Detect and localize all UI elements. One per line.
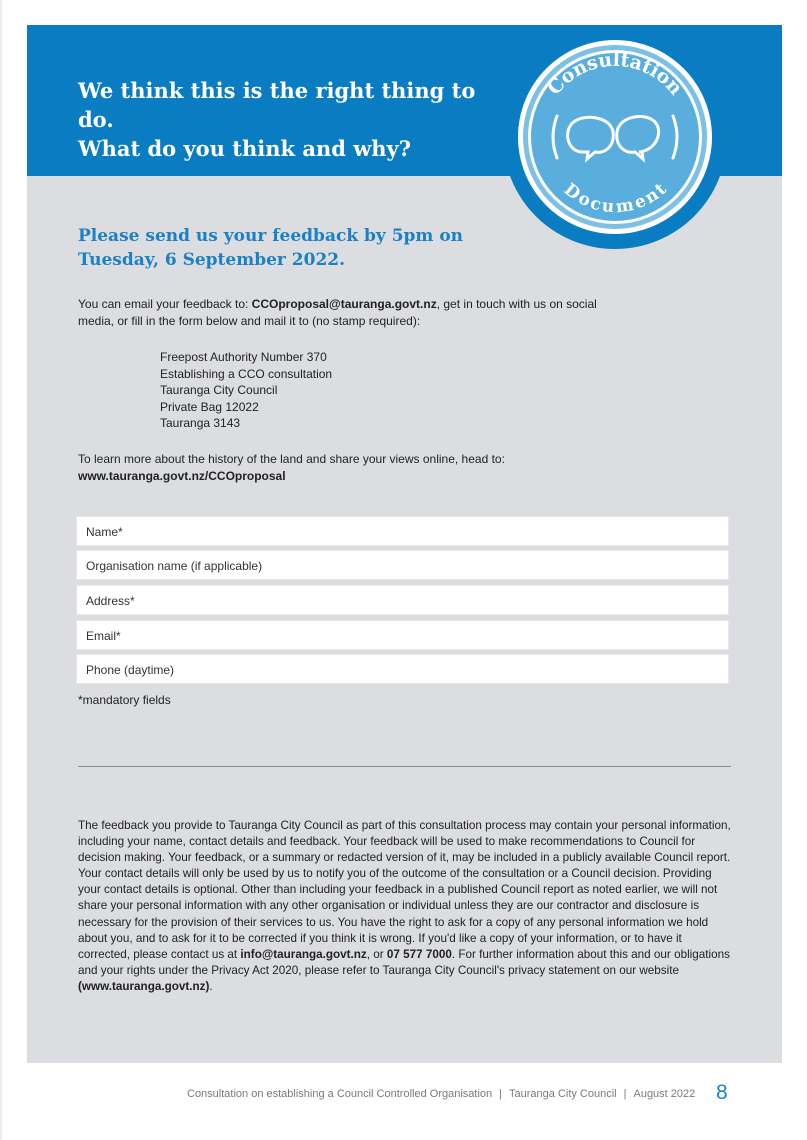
privacy-text-1: The feedback you provide to Tauranga City Council as part of this consultation process may contain your personal information, including your name, contact details and feedback. Your feedback will be used to make recommendations to Council for decision making. Your feedback, or a summary or redacted version of it, may be included in a publicly available Council report. Your contact details will only be used by us to notify you of the outcome of the consultation or a Council decision. Providing your contact details is optional. Other than including your feedback in a published Council report as noted earlier, we will not share your personal information with any other organisation or individual unless they are our contractor and disclosure is necessary for the provision of their services to us. You have the right to ask for a copy of any personal information we hold about you, and to ask for it to be corrected if you think it is wrong. If you'd like a copy of your information, or to have it corrected, please contact us at	[78, 819, 731, 961]
privacy-phone: 07 577 7000	[386, 947, 452, 961]
mandatory-fields-note: *mandatory fields	[78, 693, 171, 707]
phone-field[interactable]	[76, 654, 729, 684]
postal-address	[160, 349, 332, 432]
learn-more-paragraph	[78, 451, 638, 484]
headline-line-1: We think this is the right thing to do.	[78, 78, 476, 132]
footer-date: August 2022	[633, 1088, 696, 1100]
address-line: Freepost Authority Number 370	[160, 350, 327, 364]
address-line: Tauranga 3143	[160, 416, 241, 430]
badge-bottom-text: Document	[560, 179, 671, 218]
footer-org: Tauranga City Council	[509, 1088, 617, 1100]
phone-field-label: Phone (daytime)	[86, 663, 175, 677]
organisation-field-label: Organisation name (if applicable)	[86, 559, 263, 573]
footer-separator: |	[499, 1088, 502, 1100]
address-line: Private Bag 12022	[160, 399, 259, 414]
deadline-line-2: Tuesday, 6 September 2022.	[78, 250, 346, 270]
address-field-label: Address*	[86, 594, 135, 608]
address-line: Tauranga City Council	[160, 383, 278, 397]
badge-top-text: Consultation	[543, 48, 687, 100]
feedback-deadline	[78, 224, 498, 272]
privacy-email-link[interactable]: info@tauranga.govt.nz	[240, 947, 367, 961]
privacy-text-2: , or	[366, 947, 387, 961]
email-field[interactable]	[76, 620, 729, 650]
name-field-label: Name*	[86, 525, 123, 539]
address-field[interactable]	[76, 585, 729, 615]
intro-suffix: , get in touch with us on social media, or fill in the form below and mail it to (no stamp required):	[78, 297, 597, 328]
intro-prefix: You can email your feedback to:	[78, 297, 252, 311]
deadline-line-1: Please send us your feedback by 5pm on	[78, 226, 464, 246]
privacy-website-link[interactable]: (www.tauranga.govt.nz)	[78, 979, 210, 993]
email-field-label: Email*	[86, 629, 121, 643]
page-headline	[78, 76, 518, 163]
headline-line-2: What do you think and why?	[78, 136, 412, 161]
footer-doc-title: Consultation on establishing a Council Controlled Organisation	[187, 1088, 493, 1100]
page-edge-line	[0, 0, 2, 1140]
learn-more-text: To learn more about the history of the land and share your views online, head to:	[78, 452, 505, 466]
footer-separator: |	[623, 1088, 627, 1100]
privacy-text-3: . For further information about this and our obligations and your rights under the Privacy Act 2020, please refer to Tauranga City Council's privacy statement on our website	[78, 947, 730, 977]
consultation-document-badge	[503, 26, 728, 251]
feedback-email-link[interactable]: CCOproposal@tauranga.govt.nz	[251, 297, 437, 311]
privacy-statement	[78, 818, 734, 995]
intro-paragraph	[78, 296, 598, 329]
organisation-field[interactable]	[76, 550, 729, 580]
section-divider	[78, 766, 731, 767]
address-line: Establishing a CCO consultation	[160, 366, 333, 381]
learn-more-url-link[interactable]: www.tauranga.govt.nz/CCOproposal	[78, 468, 286, 483]
name-field[interactable]	[76, 516, 729, 546]
page-footer	[187, 1088, 695, 1100]
page-number: 8	[716, 1081, 728, 1104]
privacy-text-4: .	[209, 979, 213, 993]
